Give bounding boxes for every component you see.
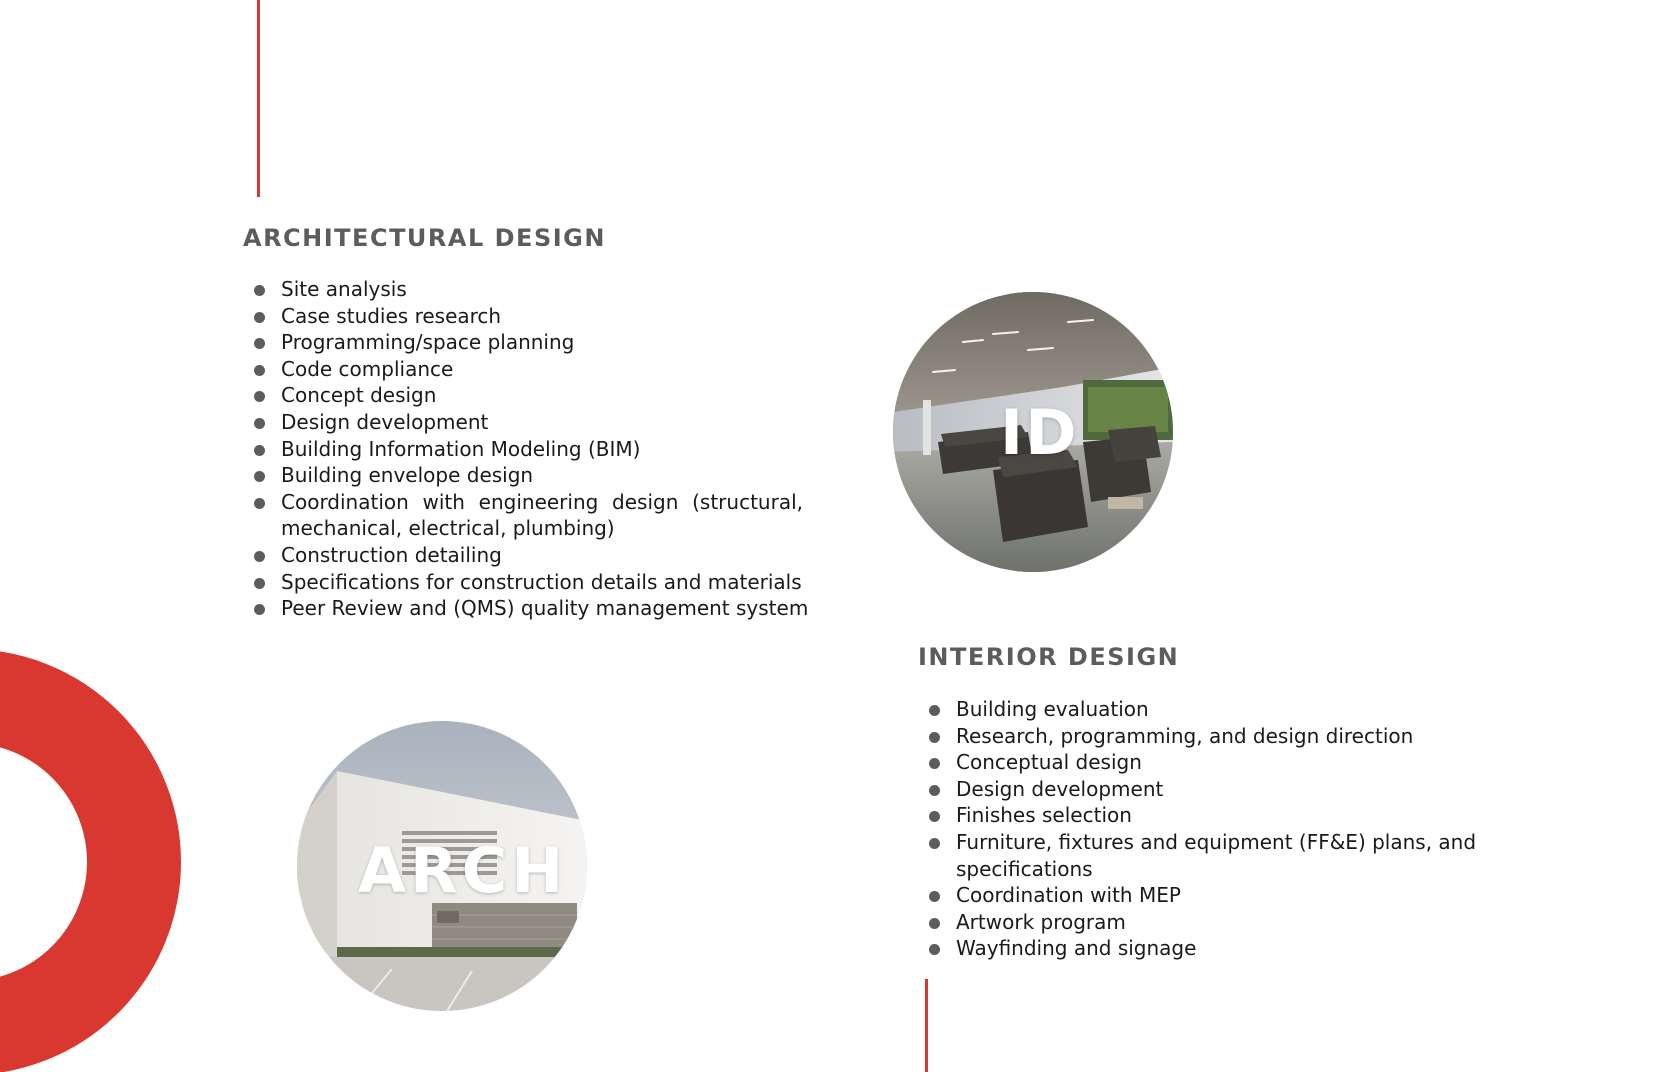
list-item: Building Information Modeling (BIM) <box>243 436 803 463</box>
interior-design-label: ID <box>1000 396 1079 469</box>
list-item: Programming/space planning <box>243 329 803 356</box>
list-item: Code compliance <box>243 356 803 383</box>
list-item: Concept design <box>243 382 803 409</box>
list-item: Artwork program <box>918 909 1478 936</box>
interior-design-list <box>918 696 1478 962</box>
list-item: Coordination with engineering design (structural, mechanical, electrical, plumbing) <box>243 489 803 542</box>
architecture-label: ARCH <box>358 834 568 907</box>
list-item: Specifications for construction details and materials <box>243 569 803 596</box>
list-item: Building evaluation <box>918 696 1478 723</box>
list-item: Research, programming, and design direction <box>918 723 1478 750</box>
top-red-divider-line <box>257 0 260 197</box>
list-item: Conceptual design <box>918 749 1478 776</box>
list-item: Design development <box>243 409 803 436</box>
architectural-design-list <box>243 276 809 622</box>
bottom-red-divider-line <box>925 979 928 1072</box>
list-item: Site analysis <box>243 276 803 303</box>
list-item: Design development <box>918 776 1478 803</box>
list-item: Finishes selection <box>918 802 1478 829</box>
list-item: Peer Review and (QMS) quality management system <box>243 595 803 622</box>
list-item: Building envelope design <box>243 462 803 489</box>
red-ring-decoration <box>0 649 181 1072</box>
list-item: Furniture, fixtures and equipment (FF&E) plans, and specifications <box>918 829 1478 882</box>
interior-design-heading: INTERIOR DESIGN <box>918 643 1180 671</box>
list-item: Case studies research <box>243 303 803 330</box>
list-item: Construction detailing <box>243 542 803 569</box>
architectural-design-heading: ARCHITECTURAL DESIGN <box>243 224 606 252</box>
list-item: Coordination with MEP <box>918 882 1478 909</box>
list-item: Wayfinding and signage <box>918 935 1478 962</box>
